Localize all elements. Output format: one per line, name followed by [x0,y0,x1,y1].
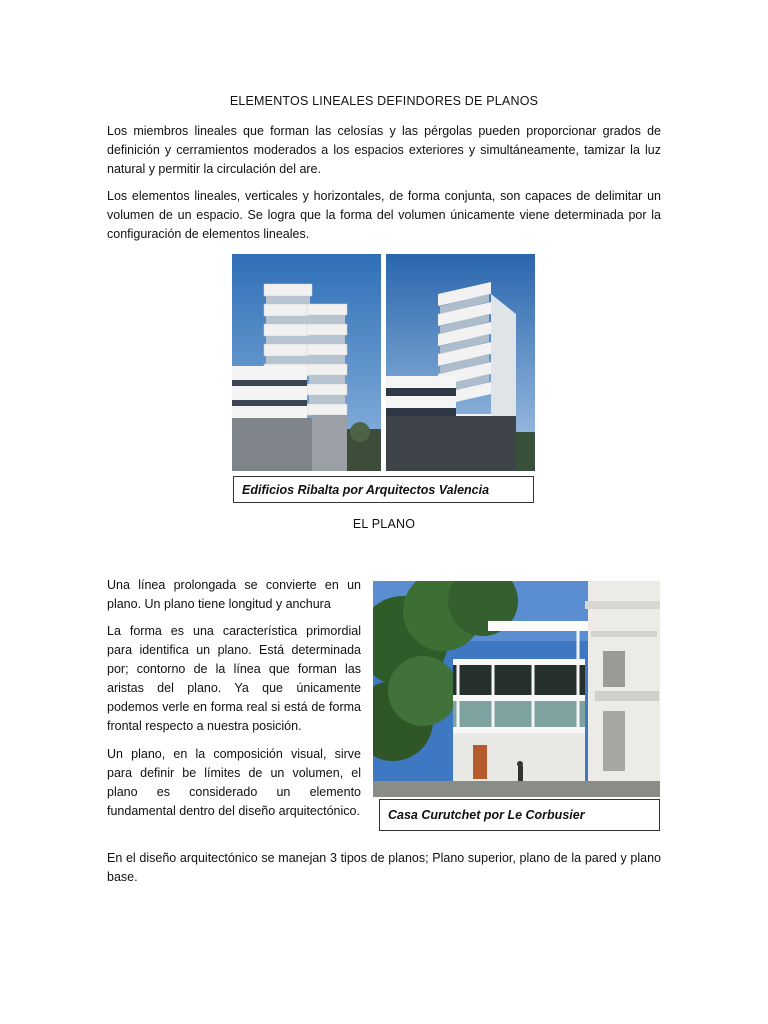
photo-ribalta-left [232,254,381,471]
paragraph-linea-prolongada: Una línea prolongada se convierte en un plano. Un plano tiene longitud y anchura [107,578,361,611]
paragraph-celosias: Los miembros lineales que forman las celosías y las pérgolas pueden proporcionar grados de definición y cerramientos moderados a los espacios exteriores y simultáneamente, tamizar la luz natural y permitir la circulación del are. [107,124,661,176]
caption-ribalta: Edificios Ribalta por Arquitectos Valencia [233,476,534,503]
section-title-lineales: ELEMENTOS LINEALES DEFINDORES DE PLANOS [229,94,539,108]
paragraph-tipos-planos: En el diseño arquitectónico se manejan 3 tipos de planos; Plano superior, plano de la pared y plano base. [107,851,661,884]
paragraph-elementos-lineales: Los elementos lineales, verticales y horizontales, de forma conjunta, son capaces de delimitar un volumen de un espacio. Se logra que la forma del volumen únicamente viene determinada por la configuración de elementos lineales. [107,189,661,241]
paragraph-forma: La forma es una característica primordial para identifica un plano. Está determinada por; contorno de la línea que forman las aristas del plano. Ya que únicamente podemos verle en forma real si está de forma frontal respecto a nuestra posición. [107,624,361,733]
photo-ribalta-right [386,254,535,471]
paragraph-composicion: Un plano, en la composición visual, sirve para definir be límites de un volumen, el plano es considerado un elemento fundamental dentro del diseño arquitectónico. [107,747,361,818]
section-title-plano: EL PLANO [352,517,416,531]
caption-curutchet: Casa Curutchet por Le Corbusier [379,799,660,831]
photo-casa-curutchet [373,581,660,797]
